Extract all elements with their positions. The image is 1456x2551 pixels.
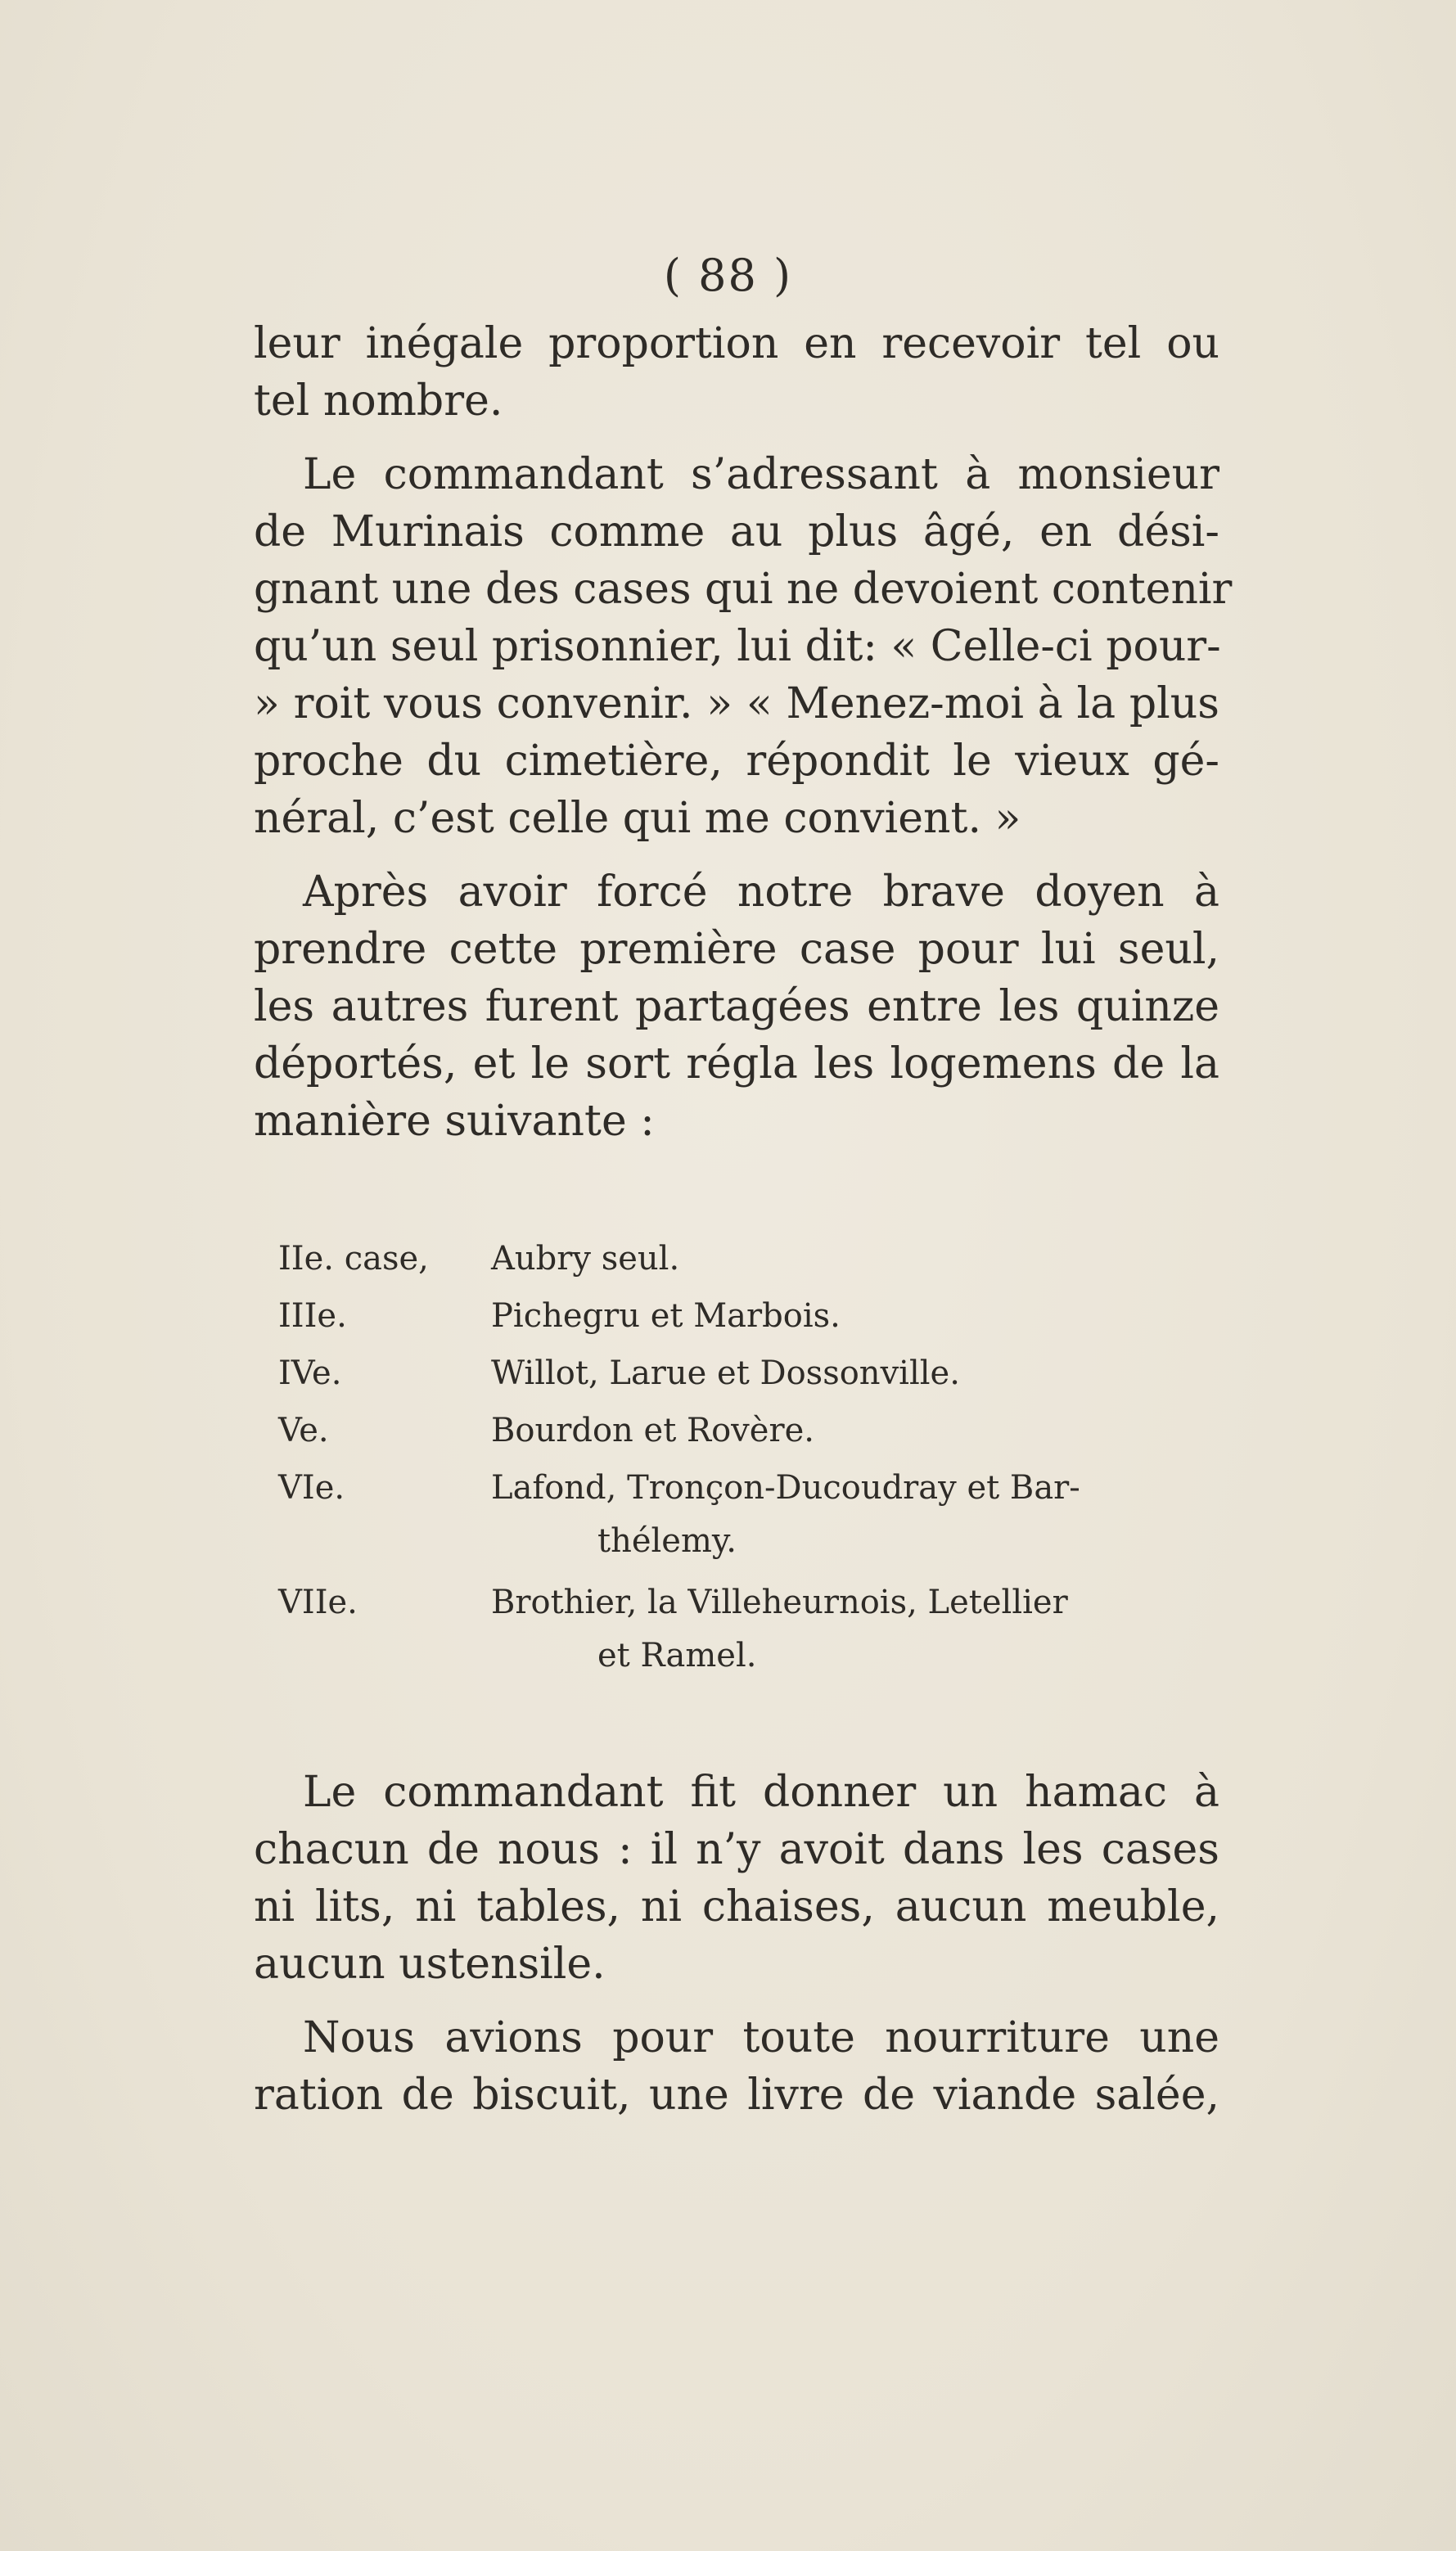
case-occupants: Aubry seul.	[491, 1240, 680, 1278]
text-line: qu’un seul prisonnier, lui dit: « Celle-ci pour-	[254, 622, 1221, 671]
table-row	[278, 1354, 1219, 1404]
text-line: proche du cimetière, répondit le vieux gé-	[254, 737, 1219, 786]
text-line: » roit vous convenir. » « Menez-moi à la plus	[254, 679, 1219, 728]
text-line: néral, c’est celle qui me convient. »	[254, 794, 1021, 843]
case-occupants-continued: et Ramel.	[597, 1637, 757, 1674]
text-line: Le commandant s’adressant à monsieur	[303, 450, 1219, 499]
text-line: de Murinais comme au plus âgé, en dési-	[254, 507, 1219, 557]
text-line: chacun de nous : il n’y avoit dans les cases	[254, 1825, 1219, 1874]
case-occupants-continued: thélemy.	[597, 1522, 737, 1560]
text-line: ration de biscuit, une livre de viande salée,	[254, 2071, 1219, 2120]
case-occupants: Willot, Larue et Dossonville.	[491, 1354, 960, 1392]
case-occupants: Bourdon et Rovère.	[491, 1412, 814, 1449]
text-line: prendre cette première case pour lui seul,	[254, 925, 1219, 974]
case-occupants: Lafond, Tronçon-Ducoudray et Bar-	[491, 1469, 1080, 1507]
text-line: manière suivante :	[254, 1097, 655, 1146]
case-number: VIIe.	[278, 1584, 358, 1621]
text-line: déportés, et le sort régla les logemens de la	[254, 1039, 1219, 1088]
table-row	[278, 1297, 1219, 1346]
table-row	[278, 1412, 1219, 1461]
text-line: gnant une des cases qui ne devoient contenir	[254, 565, 1233, 614]
case-occupants: Pichegru et Marbois.	[491, 1297, 841, 1335]
case-number: IIe. case,	[278, 1240, 429, 1278]
text-line: les autres furent partagées entre les quinze	[254, 982, 1219, 1031]
text-line: ni lits, ni tables, ni chaises, aucun meuble,	[254, 1882, 1219, 1931]
case-number: Ve.	[278, 1412, 329, 1449]
case-number: IVe.	[278, 1354, 342, 1392]
text-line: Nous avions pour toute nourriture une	[303, 2013, 1219, 2062]
text-line: Le commandant fit donner un hamac à	[303, 1768, 1219, 1817]
table-row	[278, 1240, 1219, 1289]
text-line: leur inégale proportion en recevoir tel ou	[254, 319, 1219, 368]
text-line: aucun ustensile.	[254, 1940, 606, 1989]
text-line: tel nombre.	[254, 376, 503, 426]
case-number: IIIe.	[278, 1297, 347, 1335]
case-number: VIe.	[278, 1469, 345, 1507]
page-number: ( 88 )	[663, 250, 793, 301]
table-row	[278, 1469, 1219, 1518]
text-line: Après avoir forcé notre brave doyen à	[303, 868, 1219, 917]
table-row	[278, 1584, 1219, 1633]
case-occupants: Brothier, la Villeheurnois, Letellier	[491, 1584, 1068, 1621]
